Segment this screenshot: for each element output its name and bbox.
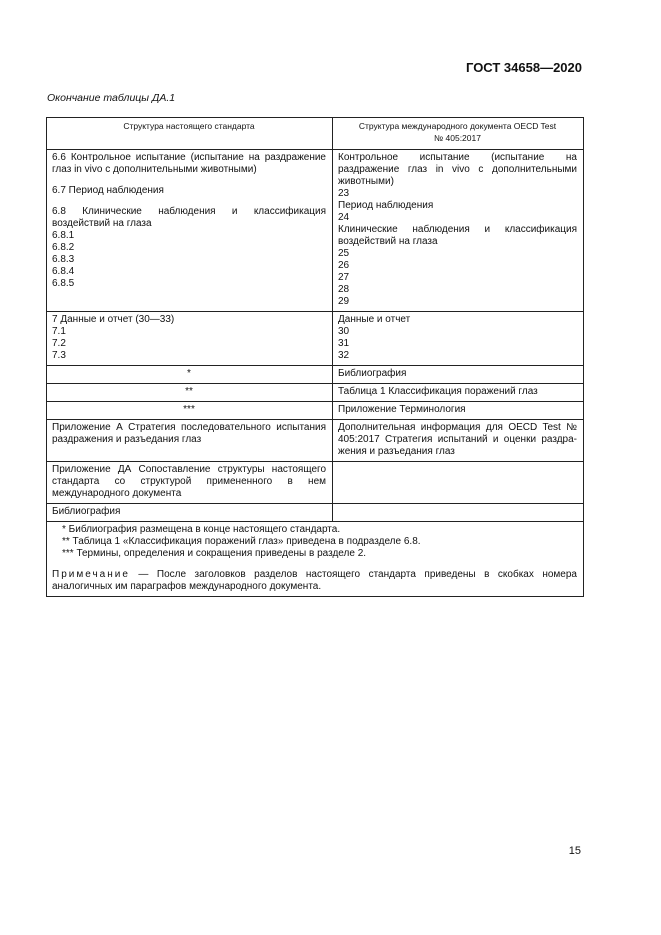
oecd-data-title: Данные и отчет (338, 314, 411, 325)
correspondence-table (46, 117, 584, 597)
sub-item: 7.2 (52, 338, 66, 349)
table-row (47, 150, 584, 312)
sub-item: 7.1 (52, 326, 66, 337)
oecd-num: 32 (338, 350, 350, 361)
oecd-num: 30 (338, 326, 350, 337)
table-row (47, 366, 584, 384)
table-caption: Окончание таблицы ДА.1 (47, 92, 176, 104)
footnotes-cell (47, 522, 584, 597)
table-row (47, 312, 584, 366)
sub-item: 6.8.4 (52, 266, 75, 277)
note-text: — После заголовков разделов настоящего стандарта приведены в скобках номера аналогичных им параграфов международного документа. (52, 569, 577, 592)
footnote: *** Термины, определения и сокращения приведены в разделе 2. (62, 548, 367, 559)
document-code: ГОСТ 34658—2020 (466, 60, 582, 75)
section-7-title: 7 Данные и отчет (30—33) (52, 314, 175, 325)
sub-item: 7.3 (52, 350, 66, 361)
item-6-7: 6.7 Период наблюдения (52, 185, 164, 196)
oecd-num: 26 (338, 260, 350, 271)
row7-right (333, 462, 584, 504)
row3-left: * (47, 366, 333, 384)
table-row (47, 504, 584, 522)
row4-right: Таблица 1 Классификация поражений глаз (333, 384, 584, 402)
sub-item: 6.8.1 (52, 230, 75, 241)
row4-left: ** (47, 384, 333, 402)
row2-right (333, 312, 584, 366)
row1-left (47, 150, 333, 312)
oecd-num: 28 (338, 284, 350, 295)
sub-item: 6.8.5 (52, 278, 75, 289)
row1-right (333, 150, 584, 312)
row6-right: Дополнительная информация для OECD Test № 405:2017 Стратегия испытаний и оценки раздра-жения и разъедания глаз (333, 420, 584, 462)
footnote: ** Таблица 1 «Классификация поражений глаз» приведена в подразделе 6.8. (62, 536, 421, 547)
oecd-item-clinical: Клинические наблюдения и классификация воздействий на глаза (338, 224, 577, 247)
table-note (52, 569, 577, 593)
table-header-row (47, 118, 584, 150)
header-left: Структура настоящего стандарта (47, 118, 333, 150)
oecd-item-24: Период наблюдения (338, 200, 434, 211)
oecd-num: 31 (338, 338, 350, 349)
sub-item: 6.8.3 (52, 254, 75, 265)
oecd-num: 29 (338, 296, 350, 307)
row8-left: Библиография (47, 504, 333, 522)
item-6-6: 6.6 Контрольное испытание (испытание на раздражение глаз in vivo с дополнительными животными) (52, 152, 326, 175)
item-6-8: 6.8 Клинические наблюдения и классификация воздействий на глаза (52, 206, 326, 229)
oecd-item-23: Контрольное испытание (испытание на раздражение глаз in vivo с дополнительными животными) (338, 152, 577, 187)
row5-right: Приложение Терминология (333, 402, 584, 420)
oecd-num: 23 (338, 188, 350, 199)
oecd-num: 24 (338, 212, 350, 223)
oecd-num: 27 (338, 272, 350, 283)
table-row (47, 384, 584, 402)
row8-right (333, 504, 584, 522)
sub-item: 6.8.2 (52, 242, 75, 253)
table-row (47, 420, 584, 462)
footnote: * Библиография размещена в конце настоящего стандарта. (62, 524, 341, 535)
header-right (333, 118, 584, 150)
row7-left: Приложение ДА Сопоставление структуры настоящего стандарта со структурой примененного в нем международного документа (47, 462, 333, 504)
footnotes-row (47, 522, 584, 597)
table-row (47, 402, 584, 420)
page-number: 15 (568, 845, 581, 857)
header-right-line2: № 405:2017 (434, 133, 481, 143)
row5-left: *** (47, 402, 333, 420)
row2-left (47, 312, 333, 366)
note-label: Примечание (52, 569, 130, 580)
row3-right: Библиография (333, 366, 584, 384)
oecd-num: 25 (338, 248, 350, 259)
table-row (47, 462, 584, 504)
row6-left: Приложение А Стратегия последовательного испытания раздражения и разъедания глаз (47, 420, 333, 462)
header-right-line1: Структура международного документа OECD Test (358, 121, 557, 131)
